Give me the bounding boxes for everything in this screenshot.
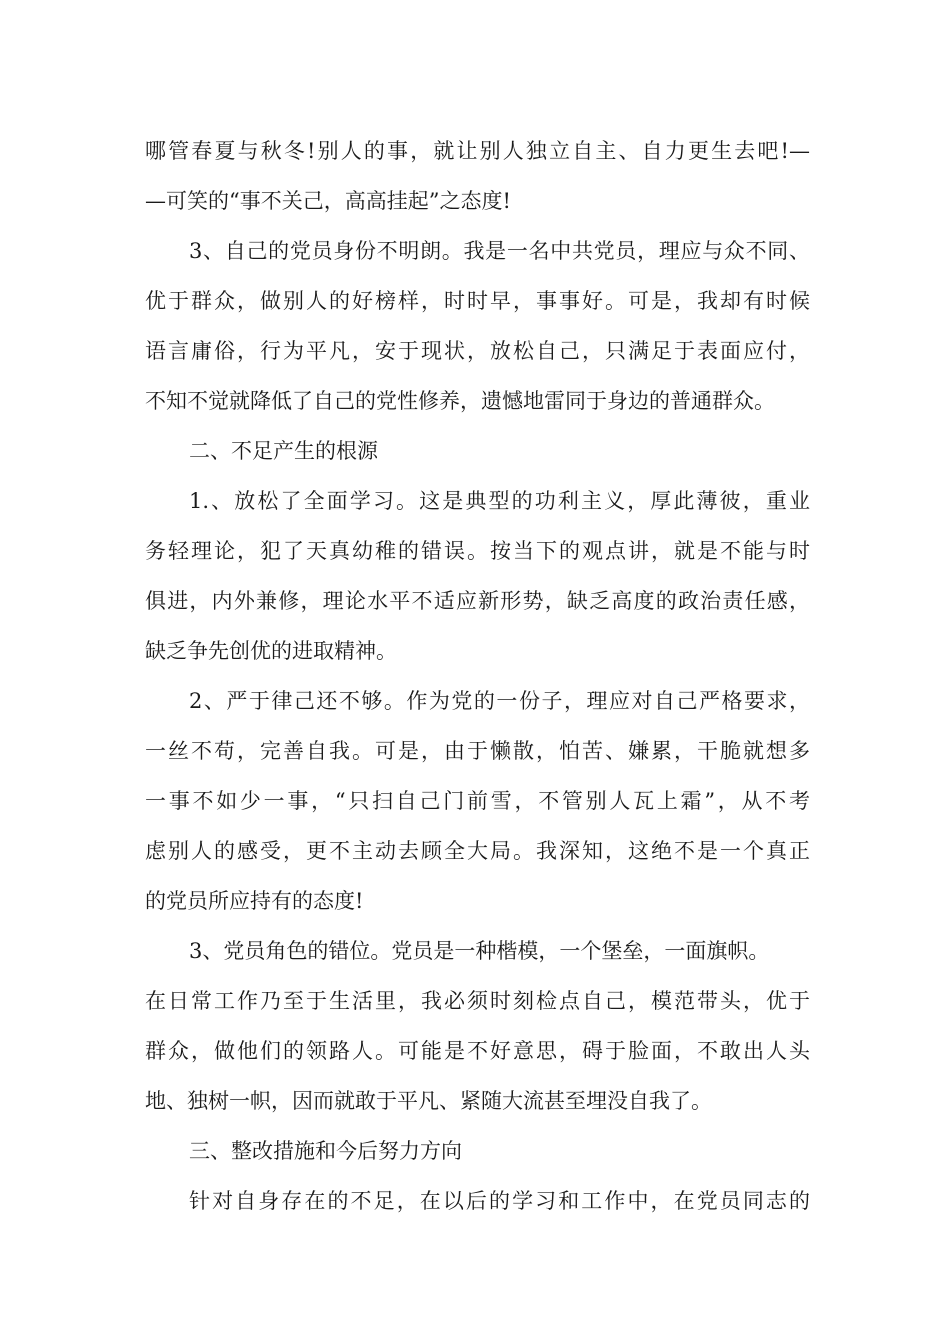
text-line: 虑别人的感受，更不主动去顾全大局。我深知，这绝不是一个真正: [145, 839, 810, 863]
text-line: 一丝不苟，完善自我。可是，由于懒散，怕苦、嫌累，干脆就想多: [145, 739, 810, 763]
text-line: 群众，做他们的领路人。可能是不好意思，碍于脸面，不敢出人头: [145, 1039, 810, 1063]
text-line: 地、独树一帜，因而就敢于平凡、紧随大流甚至埋没自我了。: [145, 1089, 712, 1113]
text-line: 的党员所应持有的态度!: [145, 889, 364, 913]
section-heading: 二、不足产生的根源: [189, 439, 378, 463]
text-line: —可笑的“事不关己，高高挂起”之态度!: [145, 189, 511, 213]
text-line: 语言庸俗，行为平凡，安于现状，放松自己，只满足于表面应付，: [145, 339, 810, 363]
text-line: 缺乏争先创优的进取精神。: [145, 639, 397, 663]
document-body: [145, 126, 810, 1226]
paragraph-start-line: 2、严于律己还不够。作为党的一份子，理应对自己严格要求，: [189, 689, 810, 713]
section-heading: 三、整改措施和今后努力方向: [189, 1139, 462, 1163]
paragraph-start-line: 3、党员角色的错位。党员是一种楷模，一个堡垒，一面旗帜。: [189, 939, 770, 963]
text-line: 一事不如少一事，“只扫自己门前雪，不管别人瓦上霜”，从不考: [145, 789, 810, 813]
text-line: 优于群众，做别人的好榜样，时时早，事事好。可是，我却有时候: [145, 289, 810, 313]
text-line: 哪管春夏与秋冬!别人的事，就让别人独立自主、自力更生去吧!—: [145, 139, 810, 163]
text-line: 俱进，内外兼修，理论水平不适应新形势，缺乏高度的政治责任感，: [145, 589, 810, 613]
paragraph-start-line: 1.、放松了全面学习。这是典型的功利主义，厚此薄彼，重业: [189, 489, 810, 513]
text-line: 在日常工作乃至于生活里，我必须时刻检点自己，模范带头，优于: [145, 989, 810, 1013]
paragraph-start-line: 3、自己的党员身份不明朗。我是一名中共党员，理应与众不同、: [189, 239, 810, 263]
text-line: 不知不觉就降低了自己的党性修养，遗憾地雷同于身边的普通群众。: [145, 389, 775, 413]
paragraph-start-line: 针对自身存在的不足，在以后的学习和工作中，在党员同志的: [189, 1189, 810, 1213]
text-line: 务轻理论，犯了天真幼稚的错误。按当下的观点讲，就是不能与时: [145, 539, 810, 563]
